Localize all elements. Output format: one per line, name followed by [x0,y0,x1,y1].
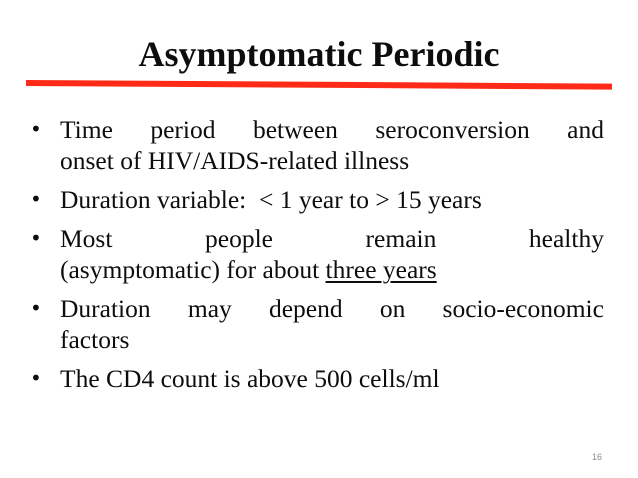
underlined-emphasis: three years [325,255,437,284]
bullet-line: onset of HIV/AIDS-related illness [60,146,410,175]
bullet-dot-icon: • [30,296,42,320]
bullet-line [60,223,604,254]
word: socio-economic [442,294,604,323]
bullet-dot-icon: • [30,366,42,390]
bullet-text: (asymptomatic) for about [60,255,326,284]
page-number: 16 [591,452,602,462]
word: on [379,294,406,323]
word: depend [268,294,343,323]
word: Duration [60,294,151,323]
bullet-item-most-people [26,223,604,285]
bullet-line: factors [60,325,130,354]
bullet-item-time-period [26,114,604,176]
word: period [150,115,216,144]
bullet-item-duration-variable [26,184,604,215]
word: remain [365,224,437,253]
bullet-item-cd4-count [26,363,604,394]
word: may [187,294,232,323]
bullet-item-duration-depend [26,293,604,355]
title-underline-rule [26,80,612,90]
bullet-dot-icon: • [30,117,42,141]
word: and [567,115,604,144]
bullet-line [60,114,604,145]
bullet-dot-icon: • [30,226,42,250]
bullet-line [60,293,604,324]
word: Most [60,224,113,253]
word: healthy [528,224,604,253]
bullet-list [26,114,604,402]
bullet-line [60,254,604,285]
word: between [252,115,338,144]
word: people [205,224,273,253]
bullet-line: Duration variable: < 1 year to > 15 years [60,185,482,214]
slide-title: Asymptomatic Periodic [138,34,500,74]
word: Time [60,115,113,144]
word: seroconversion [375,115,530,144]
bullet-dot-icon: • [30,187,42,211]
bullet-line: The CD4 count is above 500 cells/ml [60,364,440,393]
